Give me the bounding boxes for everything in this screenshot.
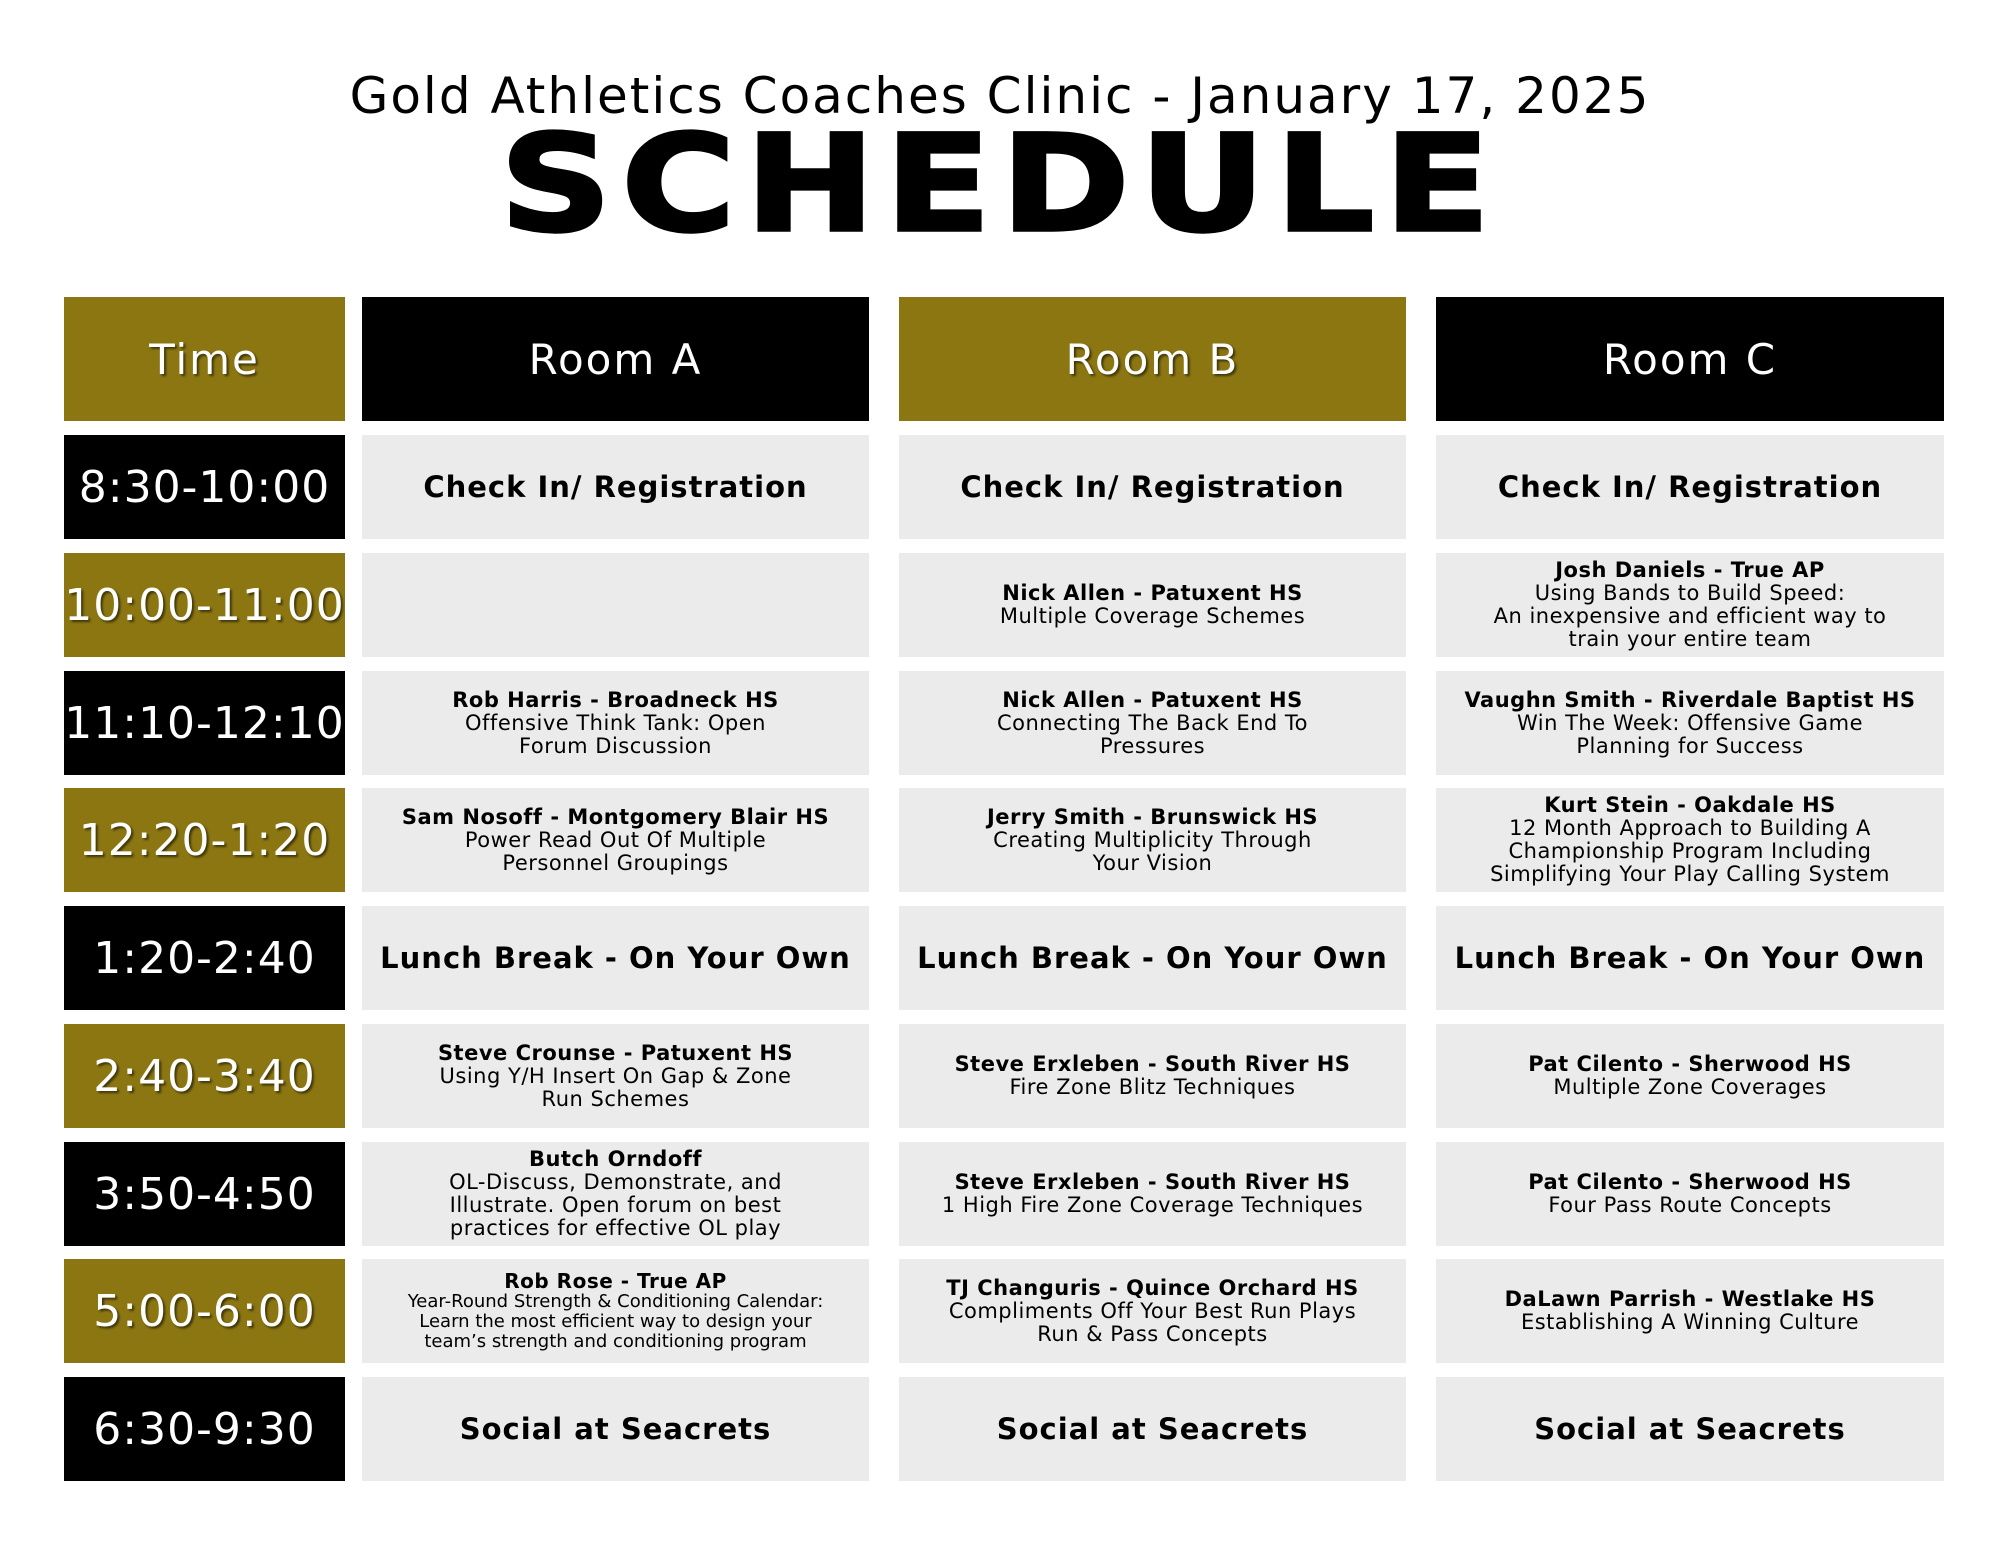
session-cell-room-b <box>899 553 1406 657</box>
time-slot: 3:50-4:50 <box>64 1142 345 1246</box>
session-speaker: Vaughn Smith - Riverdale Baptist HS <box>1464 687 1916 712</box>
session-speaker: Sam Nosoff - Montgomery Blair HS <box>401 804 830 829</box>
time-slot: 5:00-6:00 <box>64 1259 345 1363</box>
session-label: Lunch Break - On Your Own <box>1454 941 1926 975</box>
time-slot: 10:00-11:00 <box>64 553 345 657</box>
session-speaker: Butch Orndoff <box>528 1147 703 1171</box>
session-speaker: Jerry Smith - Brunswick HS <box>986 804 1319 829</box>
session-topic: 12 Month Approach to Building A Championship Program Including Simplifying Your Play Calling System <box>1490 816 1890 886</box>
session-topic: Using Y/H Insert On Gap & Zone Run Schemes <box>439 1063 792 1111</box>
session-cell-room-b <box>899 1377 1406 1481</box>
time-slot: 8:30-10:00 <box>64 435 345 539</box>
time-slot: 2:40-3:40 <box>64 1024 345 1128</box>
session-cell-room-a <box>362 1259 869 1363</box>
session-speaker: Pat Cilento - Sherwood HS <box>1528 1170 1852 1194</box>
session-cell-room-a <box>362 553 869 657</box>
session-speaker: Josh Daniels - True AP <box>1555 558 1825 582</box>
session-speaker: Rob Rose - True AP <box>504 1268 727 1293</box>
session-cell-room-a <box>362 1142 869 1246</box>
session-label: Check In/ Registration <box>423 470 808 504</box>
session-label: Social at Seacrets <box>1534 1412 1846 1446</box>
session-cell-room-b <box>899 1259 1406 1363</box>
column-header-room-b: Room B <box>899 297 1406 421</box>
session-cell-room-c <box>1436 553 1944 657</box>
session-label: Lunch Break - On Your Own <box>917 941 1388 975</box>
session-label: Social at Seacrets <box>459 1412 772 1446</box>
session-cell-room-b <box>899 788 1406 892</box>
session-cell-room-c <box>1436 906 1944 1010</box>
session-speaker: Steve Erxleben - South River HS <box>954 1170 1351 1194</box>
session-cell-room-c <box>1436 1377 1944 1481</box>
column-header-time: Time <box>64 297 345 421</box>
session-label: Check In/ Registration <box>960 470 1345 504</box>
session-topic: Establishing A Winning Culture <box>1520 1310 1860 1334</box>
session-cell-room-a <box>362 671 869 775</box>
session-topic: OL-Discuss, Demonstrate, and Illustrate. Open forum on best practices for effective OL play <box>449 1170 782 1240</box>
session-topic: Using Bands to Build Speed: An inexpensive and efficient way to train your entire team <box>1493 581 1887 651</box>
time-slot: 1:20-2:40 <box>64 906 345 1010</box>
session-cell-room-c <box>1436 671 1944 775</box>
session-topic: Connecting The Back End To Pressures <box>996 710 1309 758</box>
session-cell-room-b <box>899 1142 1406 1246</box>
session-speaker: TJ Changuris - Quince Orchard HS <box>946 1275 1359 1300</box>
session-cell-room-a <box>362 1024 869 1128</box>
column-header-room-c: Room C <box>1436 297 1944 421</box>
session-topic: Win The Week: Offensive Game Planning for Success <box>1516 710 1863 758</box>
clinic-subtitle: Gold Athletics Coaches Clinic - January 17, 2025 <box>349 67 1651 125</box>
schedule-title: SCHEDULE <box>499 106 1501 262</box>
session-topic: Multiple Coverage Schemes <box>999 604 1306 628</box>
session-cell-room-b <box>899 671 1406 775</box>
session-label: Check In/ Registration <box>1497 470 1883 504</box>
session-topic: Offensive Think Tank: Open Forum Discussion <box>465 710 766 758</box>
session-cell-room-a <box>362 435 869 539</box>
session-label: Lunch Break - On Your Own <box>380 941 851 975</box>
column-header-room-a: Room A <box>362 297 869 421</box>
session-topic: Power Read Out Of Multiple Personnel Groupings <box>464 827 767 875</box>
session-cell-room-b <box>899 1024 1406 1128</box>
session-topic: 1 High Fire Zone Coverage Techniques <box>941 1193 1364 1217</box>
session-speaker: Nick Allen - Patuxent HS <box>1002 687 1303 712</box>
session-speaker: Kurt Stein - Oakdale HS <box>1544 793 1836 817</box>
session-topic: Four Pass Route Concepts <box>1548 1193 1832 1217</box>
session-topic: Creating Multiplicity Through Your Vision <box>993 827 1312 875</box>
session-topic: Multiple Zone Coverages <box>1553 1075 1827 1099</box>
session-cell-room-b <box>899 435 1406 539</box>
session-cell-room-c <box>1436 788 1944 892</box>
session-speaker: DaLawn Parrish - Westlake HS <box>1504 1287 1876 1311</box>
session-topic: Fire Zone Blitz Techniques <box>1009 1075 1296 1099</box>
session-cell-room-c <box>1436 1024 1944 1128</box>
session-cell-room-b <box>899 906 1406 1010</box>
time-slot: 12:20-1:20 <box>64 788 345 892</box>
session-cell-room-a <box>362 788 869 892</box>
session-speaker: Nick Allen - Patuxent HS <box>1002 581 1303 605</box>
session-cell-room-c <box>1436 1259 1944 1363</box>
session-speaker: Steve Crounse - Patuxent HS <box>437 1040 794 1065</box>
session-label: Social at Seacrets <box>996 1412 1309 1446</box>
session-speaker: Rob Harris - Broadneck HS <box>452 687 779 712</box>
session-topic: Compliments Off Your Best Run Plays Run & Pass Concepts <box>948 1298 1357 1346</box>
time-slot: 11:10-12:10 <box>64 671 345 775</box>
session-speaker: Steve Erxleben - South River HS <box>954 1052 1351 1076</box>
session-cell-room-a <box>362 1377 869 1481</box>
time-slot: 6:30-9:30 <box>64 1377 345 1481</box>
session-cell-room-a <box>362 906 869 1010</box>
session-cell-room-c <box>1436 435 1944 539</box>
session-cell-room-c <box>1436 1142 1944 1246</box>
session-speaker: Pat Cilento - Sherwood HS <box>1528 1052 1852 1076</box>
session-topic: Year-Round Strength & Conditioning Calendar: Learn the most efficient way to design your team’s strength and conditioning program <box>407 1290 824 1352</box>
